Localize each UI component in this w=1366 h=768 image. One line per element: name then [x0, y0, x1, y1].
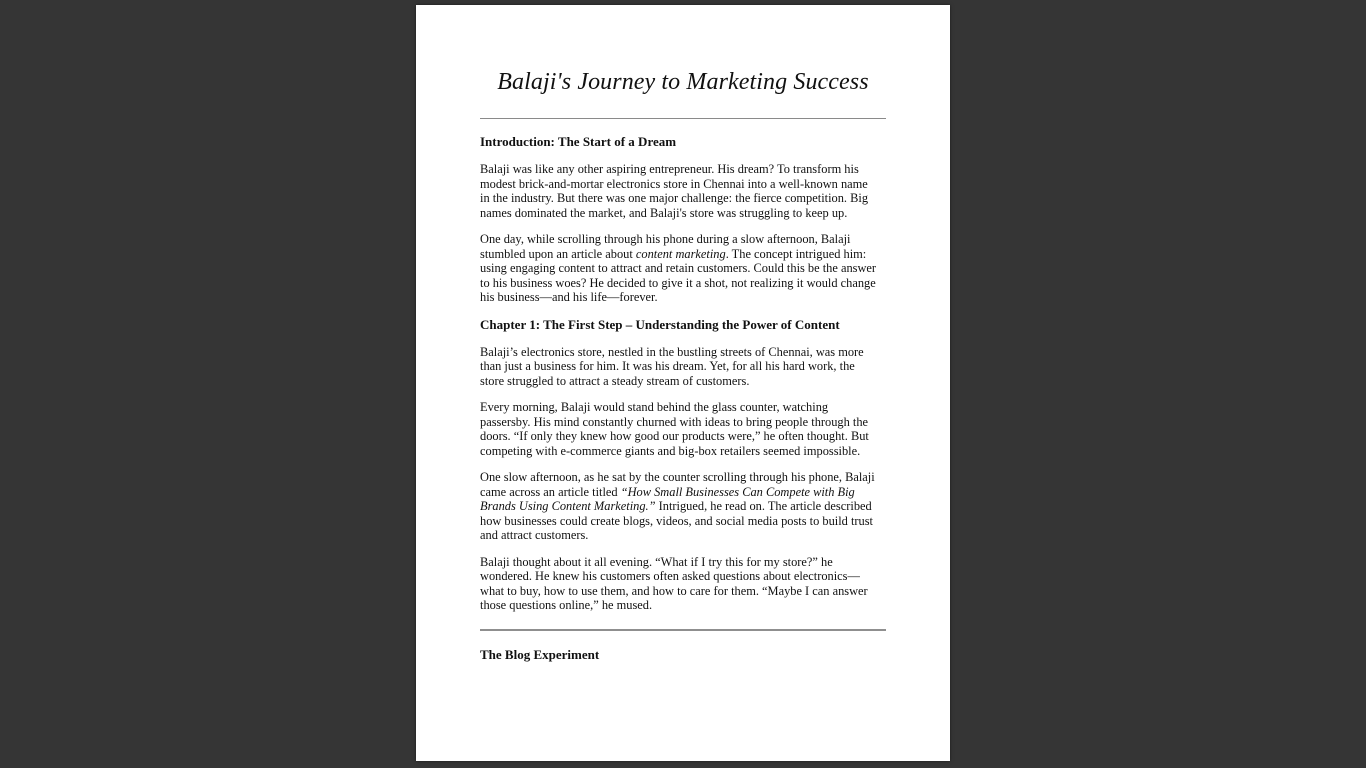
text-line: those questions online,” he mused. [480, 598, 653, 612]
text-line: what to buy, how to use them, and how to care for them. “Maybe I can answer [480, 583, 868, 598]
text-line: Balaji’s electronics store, nestled in the bustling streets of Chennai, was more [480, 344, 864, 359]
document-title: Balaji's Journey to Marketing Success [497, 69, 869, 95]
text-line: than just a business for him. It was his dream. Yet, for all his hard work, the [480, 359, 855, 373]
document-page [416, 5, 950, 761]
intro-paragraph-2 [480, 232, 886, 305]
text-line: how businesses could create blogs, videos, and social media posts to build trust [480, 513, 873, 528]
emphasis-content-marketing: content marketing [635, 246, 726, 261]
text-run: Intrigued, he read on. The article described [655, 499, 872, 513]
text-line: using engaging content to attract and retain customers. Could this be the answer [480, 261, 877, 275]
text-line [480, 247, 886, 262]
section-divider [480, 629, 886, 631]
text-line: and attract customers. [480, 528, 589, 542]
title-divider [480, 118, 886, 119]
text-line: doors. “If only they knew how good our products were,” he often thought. But [480, 429, 869, 443]
text-line: Balaji was like any other aspiring entrepreneur. His dream? To transform his [480, 162, 859, 176]
chapter1-paragraph-4 [480, 555, 886, 613]
chapter1-paragraph-2 [480, 400, 886, 458]
page-content [480, 5, 886, 663]
text-line: competing with e-commerce giants and big-box retailers seemed impossible. [480, 443, 861, 458]
text-line: to his business woes? He decided to give it a shot, not realizing it would change [480, 275, 876, 290]
text-line: names dominated the market, and Balaji's store was struggling to keep up. [480, 205, 848, 220]
chapter1-paragraph-3 [480, 470, 886, 543]
section-heading-blog-experiment: The Blog Experiment [480, 646, 600, 662]
emphasis-article-title: “How Small Businesses Can Compete with Big [620, 484, 855, 499]
text-line: Every morning, Balaji would stand behind the glass counter, watching [480, 400, 829, 414]
text-line: Balaji thought about it all evening. “What if I try this for my store?” he [480, 554, 833, 569]
text-line: One slow afternoon, as he sat by the counter scrolling through his phone, Balaji [480, 470, 875, 484]
emphasis-article-title: Brands Using Content Marketing.” [480, 499, 656, 513]
text-line: wondered. He knew his customers often asked questions about electronics— [480, 569, 860, 583]
text-line: modest brick-and-mortar electronics store in Chennai into a well-known name [480, 176, 868, 191]
text-line [480, 499, 886, 514]
text-run: came across an article titled [480, 484, 621, 499]
text-run: . The concept intrigued him: [725, 246, 867, 261]
section-heading-chapter-1: Chapter 1: The First Step – Understanding the Power of Content [480, 316, 840, 332]
text-run: stumbled upon an article about [480, 246, 636, 261]
text-line: store struggled to attract a steady stream of customers. [480, 373, 750, 388]
section-heading-introduction: Introduction: The Start of a Dream [480, 134, 677, 149]
text-line: passersby. His mind constantly churned with ideas to bring people through the [480, 414, 869, 429]
text-line: his business—and his life—forever. [480, 290, 658, 304]
intro-paragraph-1 [480, 162, 886, 220]
text-line [480, 485, 886, 500]
chapter1-paragraph-1 [480, 345, 886, 389]
text-line: One day, while scrolling through his phone during a slow afternoon, Balaji [480, 232, 851, 246]
text-line: in the industry. But there was one major challenge: the fierce competition. Big [480, 191, 869, 205]
